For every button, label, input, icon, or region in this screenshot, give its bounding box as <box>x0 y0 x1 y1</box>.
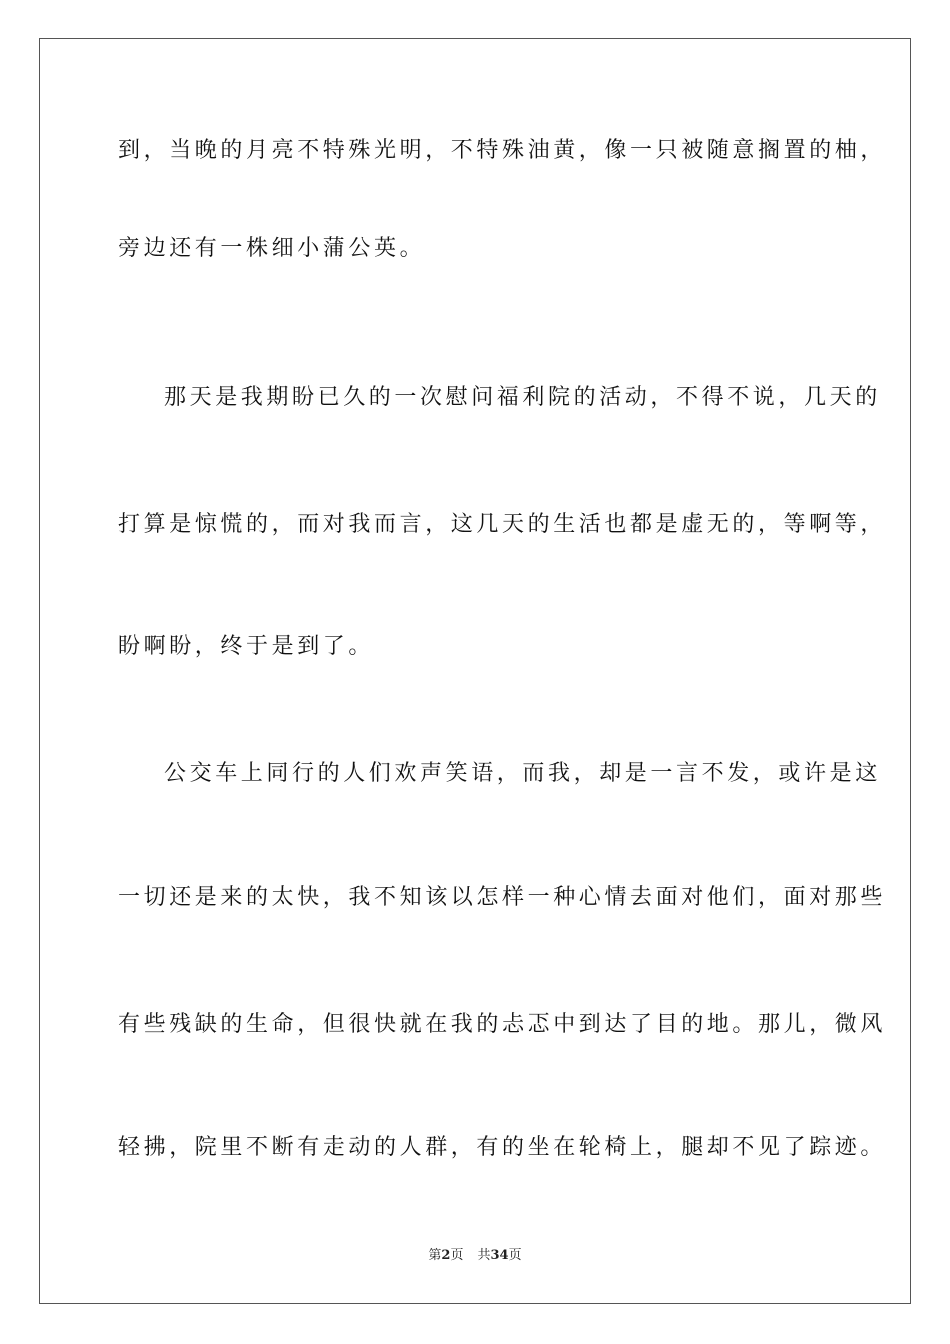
text-line-5: 盼啊盼，终于是到了。 <box>118 634 375 659</box>
text-line-2: 旁边还有一株细小蒲公英。 <box>118 236 426 261</box>
page-border <box>39 38 911 1304</box>
footer-page-suffix: 页 <box>450 1248 464 1263</box>
text-line-7: 一切还是来的太快，我不知该以怎样一种心情去面对他们，面对那些 <box>118 885 887 910</box>
text-line-9: 轻拂，院里不断有走动的人群，有的坐在轮椅上，腿却不见了踪迹。 <box>118 1135 887 1160</box>
text-line-8: 有些残缺的生命，但很快就在我的忐忑中到达了目的地。那儿，微风 <box>118 1012 887 1037</box>
text-line-6: 公交车上同行的人们欢声笑语，而我，却是一言不发，或许是这 <box>164 761 881 786</box>
footer-total-prefix: 共 <box>477 1248 491 1263</box>
text-line-3: 那天是我期盼已久的一次慰问福利院的活动，不得不说，几天的 <box>164 385 881 410</box>
footer-page-number: 2 <box>441 1248 451 1263</box>
text-line-1: 到，当晚的月亮不特殊光明，不特殊油黄，像一只被随意搁置的柚， <box>118 138 887 163</box>
footer-total-pages: 34 <box>490 1248 509 1263</box>
text-line-4: 打算是惊慌的，而对我而言，这几天的生活也都是虚无的，等啊等， <box>118 512 887 537</box>
footer-page-prefix: 第 <box>428 1248 442 1263</box>
page-footer <box>0 1247 950 1265</box>
footer-total-suffix: 页 <box>508 1248 522 1263</box>
